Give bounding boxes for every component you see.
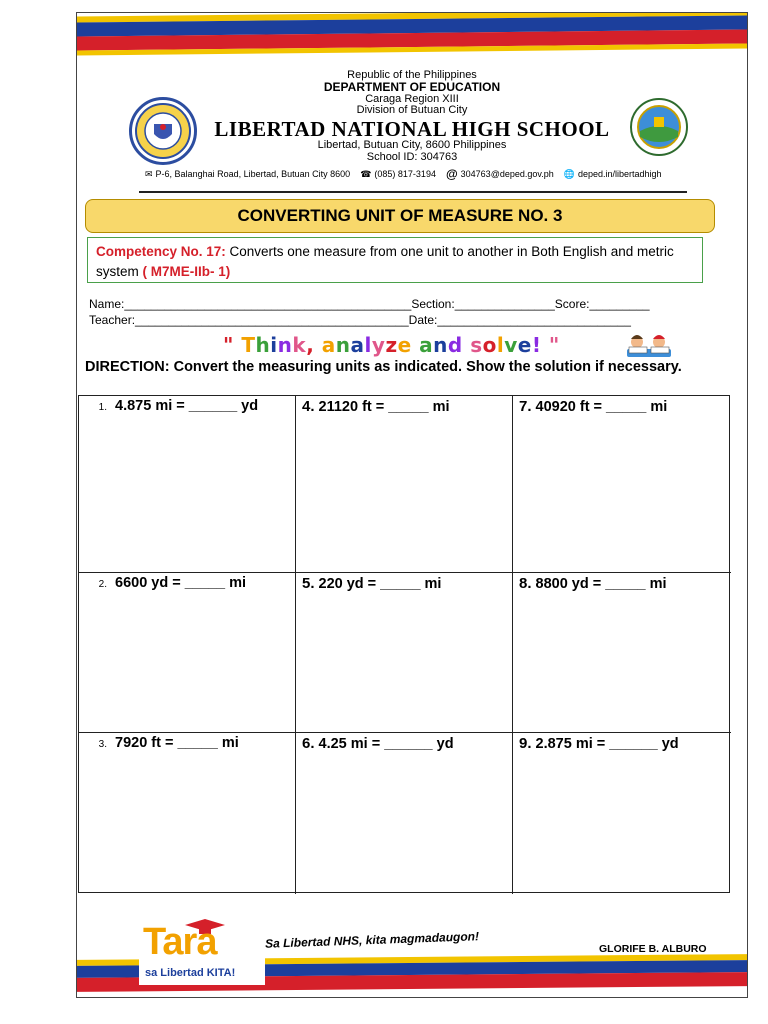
contact-bar xyxy=(145,167,662,181)
problem-text: 6600 yd = _____ mi xyxy=(115,575,247,591)
teacher-row xyxy=(89,313,631,327)
name-field[interactable]: Name:___________________________________________ xyxy=(89,297,412,311)
problem-number: 5. xyxy=(302,575,315,592)
mail-icon: ✉ xyxy=(145,168,153,179)
problem-cell[interactable] xyxy=(296,573,513,733)
problem-cell[interactable] xyxy=(296,396,513,573)
problem-number: 1. xyxy=(98,402,107,413)
direction-body: : Convert the measuring units as indicated. Show the solution if necessary. xyxy=(164,359,682,375)
problem-number: 6. xyxy=(302,735,315,752)
competency-box xyxy=(87,237,703,283)
problem-text: 2.875 mi = ______ yd xyxy=(535,736,679,752)
direction-label: DIRECTION xyxy=(85,359,165,375)
problems-grid xyxy=(78,395,730,893)
contact-phone: (085) 817-3194 xyxy=(374,169,436,179)
kids-reading-icon xyxy=(619,333,679,361)
contact-email: 304763@deped.gov.ph xyxy=(460,169,554,179)
email-icon: @ xyxy=(445,167,458,181)
school-motto: Sa Libertad NHS, kita magmadaugon! xyxy=(264,929,480,951)
problem-number: 4. xyxy=(302,398,315,415)
contact-address: P-6, Balanghai Road, Libertad, Butuan City 8600 xyxy=(155,169,351,179)
score-field[interactable]: Score:_________ xyxy=(554,297,650,311)
division-line: Division of Butuan City xyxy=(356,104,468,116)
worksheet-page xyxy=(76,12,748,998)
school-id: School ID: 304763 xyxy=(366,151,458,163)
problem-text: 21120 ft = _____ mi xyxy=(318,399,450,415)
tara-logo xyxy=(139,915,265,985)
problem-number: 3. xyxy=(98,739,107,750)
department-line: DEPARTMENT OF EDUCATION xyxy=(323,80,501,94)
region-line: Caraga Region XIII xyxy=(365,93,459,105)
problem-number: 2. xyxy=(98,579,107,590)
phone-icon: ☎ xyxy=(360,168,372,179)
problem-cell[interactable] xyxy=(79,733,296,894)
problem-text: 220 yd = _____ mi xyxy=(318,576,442,592)
slogan-text: " Think, analyze and solve! " xyxy=(223,333,560,357)
problem-text: 40920 ft = _____ mi xyxy=(535,399,668,415)
problem-cell[interactable] xyxy=(513,733,731,894)
problem-text: 7920 ft = _____ mi xyxy=(115,735,239,751)
tara-sub: sa Libertad KITA! xyxy=(145,967,236,979)
problem-number: 9. xyxy=(519,735,532,752)
problem-text: 4.25 mi = ______ yd xyxy=(318,736,454,752)
problem-cell[interactable] xyxy=(79,396,296,573)
section-field[interactable]: Section:_______________ xyxy=(411,297,555,311)
problem-text: 4.875 mi = ______ yd xyxy=(115,398,259,414)
republic-line: Republic of the Philippines xyxy=(347,69,477,81)
tara-word: Tara xyxy=(143,921,217,963)
slogan xyxy=(223,333,560,357)
problem-cell[interactable] xyxy=(513,396,731,573)
problem-number: 8. xyxy=(519,575,532,592)
contact-web: deped.in/libertadhigh xyxy=(577,169,662,179)
competency-label: Competency No. 17: xyxy=(96,244,226,259)
header-divider xyxy=(139,191,687,193)
teacher-field[interactable]: Teacher:_________________________________________ xyxy=(89,313,409,327)
problem-cell[interactable] xyxy=(296,733,513,894)
school-name: LIBERTAD NATIONAL HIGH SCHOOL xyxy=(214,117,610,141)
date-field[interactable]: Date:_____________________________ xyxy=(408,313,631,327)
author-name: GLORIFE B. ALBURO xyxy=(599,943,707,955)
problem-text: 8800 yd = _____ mi xyxy=(535,576,667,592)
competency-text: Converts one measure from one unit to another in Both English and metric system xyxy=(96,244,674,279)
worksheet-title: CONVERTING UNIT OF MEASURE NO. 3 xyxy=(85,199,715,233)
competency-code: ( M7ME-IIb- 1) xyxy=(142,264,231,279)
school-address: Libertad, Butuan City, 8600 Philippines xyxy=(317,139,507,151)
problem-cell[interactable] xyxy=(513,573,731,733)
name-row xyxy=(89,297,650,311)
direction-text xyxy=(85,359,735,376)
problem-cell[interactable] xyxy=(79,573,296,733)
globe-icon: 🌐 xyxy=(563,168,575,179)
problem-number: 7. xyxy=(519,398,532,415)
